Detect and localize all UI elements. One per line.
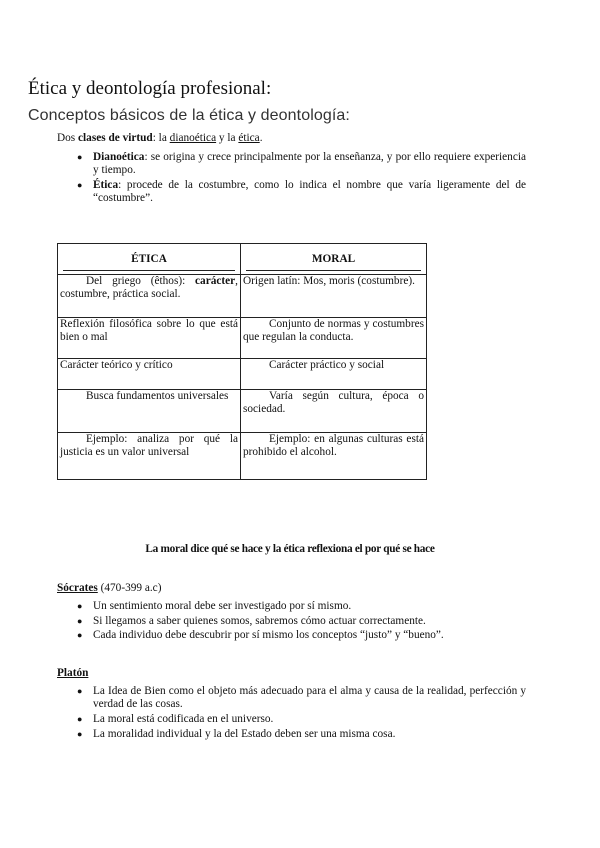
list-item: ● La moralidad individual y la del Estado deben ser una misma cosa. [77,728,526,741]
socrates-heading [57,582,161,596]
header-moral [241,244,427,275]
virtue-text: : procede de la costumbre, como lo indica el nombre que varía ligeramente del de “costumbre”. [93,178,526,205]
intro-mid: : la [152,132,170,144]
table-row [58,433,427,480]
cell-moral: Origen latín: Mos, moris (costumbre). [241,275,427,318]
cell-etica: Ejemplo: analiza por qué la justicia es un valor universal [58,433,241,480]
socrates-name: Sócrates [57,582,98,594]
list-item [77,151,526,177]
intro-link-etica: ética [238,132,260,144]
list-item [77,179,526,205]
virtue-term: Dianoética [93,151,145,163]
intro-and: y la [216,132,239,144]
list-item: ● Un sentimiento moral debe ser investigado por sí mismo. [77,600,526,613]
cell-etica: Busca fundamentos universales [58,390,241,433]
cell-moral: Conjunto de normas y costumbres que regulan la conducta. [241,318,427,359]
table-header-row [58,244,427,275]
cell-moral: Varía según cultura, época o sociedad. [241,390,427,433]
intro-link-dianoetica: dianoética [169,132,217,144]
virtues-list [77,151,526,207]
cell-etica [58,275,241,318]
section-subtitle: Conceptos básicos de la ética y deontología: [28,107,350,124]
table-row [58,275,427,318]
list-item: ● La Idea de Bien como el objeto más adecuado para el alma y causa de la realidad, perfección y verdad de las cosas. [77,685,526,711]
header-etica [58,244,241,275]
intro-bold: clases de virtud [78,132,153,144]
page-title: Ética y deontología profesional: [28,78,272,99]
list-item: ● Si llegamos a saber quienes somos, sabremos cómo actuar correctamente. [77,615,526,628]
list-item: ● La moral está codificada en el universo. [77,713,526,726]
cell-etica: Carácter teórico y crítico [58,359,241,390]
socrates-dates: (470-399 a.c) [97,582,162,594]
cell-moral: Carácter práctico y social [241,359,427,390]
cell-etica-post: , costumbre, práctica social. [60,275,238,301]
header-etica-label: ÉTICA [63,247,235,271]
platon-name: Platón [57,667,89,679]
header-moral-label: MORAL [246,247,421,271]
comparison-table [57,243,427,480]
table-row [58,390,427,433]
table-row [58,318,427,359]
intro-prefix: Dos [57,132,79,144]
cell-moral: Ejemplo: en algunas culturas está prohibido el alcohol. [241,433,427,480]
virtue-text: : se origina y crece principalmente por la enseñanza, y por ello requiere experiencia y tiempo. [93,151,526,177]
intro-paragraph [57,132,263,146]
cell-etica: Reflexión filosófica sobre lo que está bien o mal [58,318,241,359]
intro-end: . [259,132,263,144]
cell-etica-bold: carácter [195,275,236,287]
platon-heading [57,667,88,681]
socrates-list [77,600,526,644]
list-item: ● Cada individuo debe descubrir por sí mismo los conceptos “justo” y “bueno”. [77,629,526,642]
table-row [58,359,427,390]
platon-list [77,685,526,742]
cell-etica-pre: Del griego (êthos): [86,275,196,287]
conclusion-statement: La moral dice qué se hace y la ética reflexiona el por qué se hace [145,543,435,555]
virtue-term: Ética [93,178,119,191]
